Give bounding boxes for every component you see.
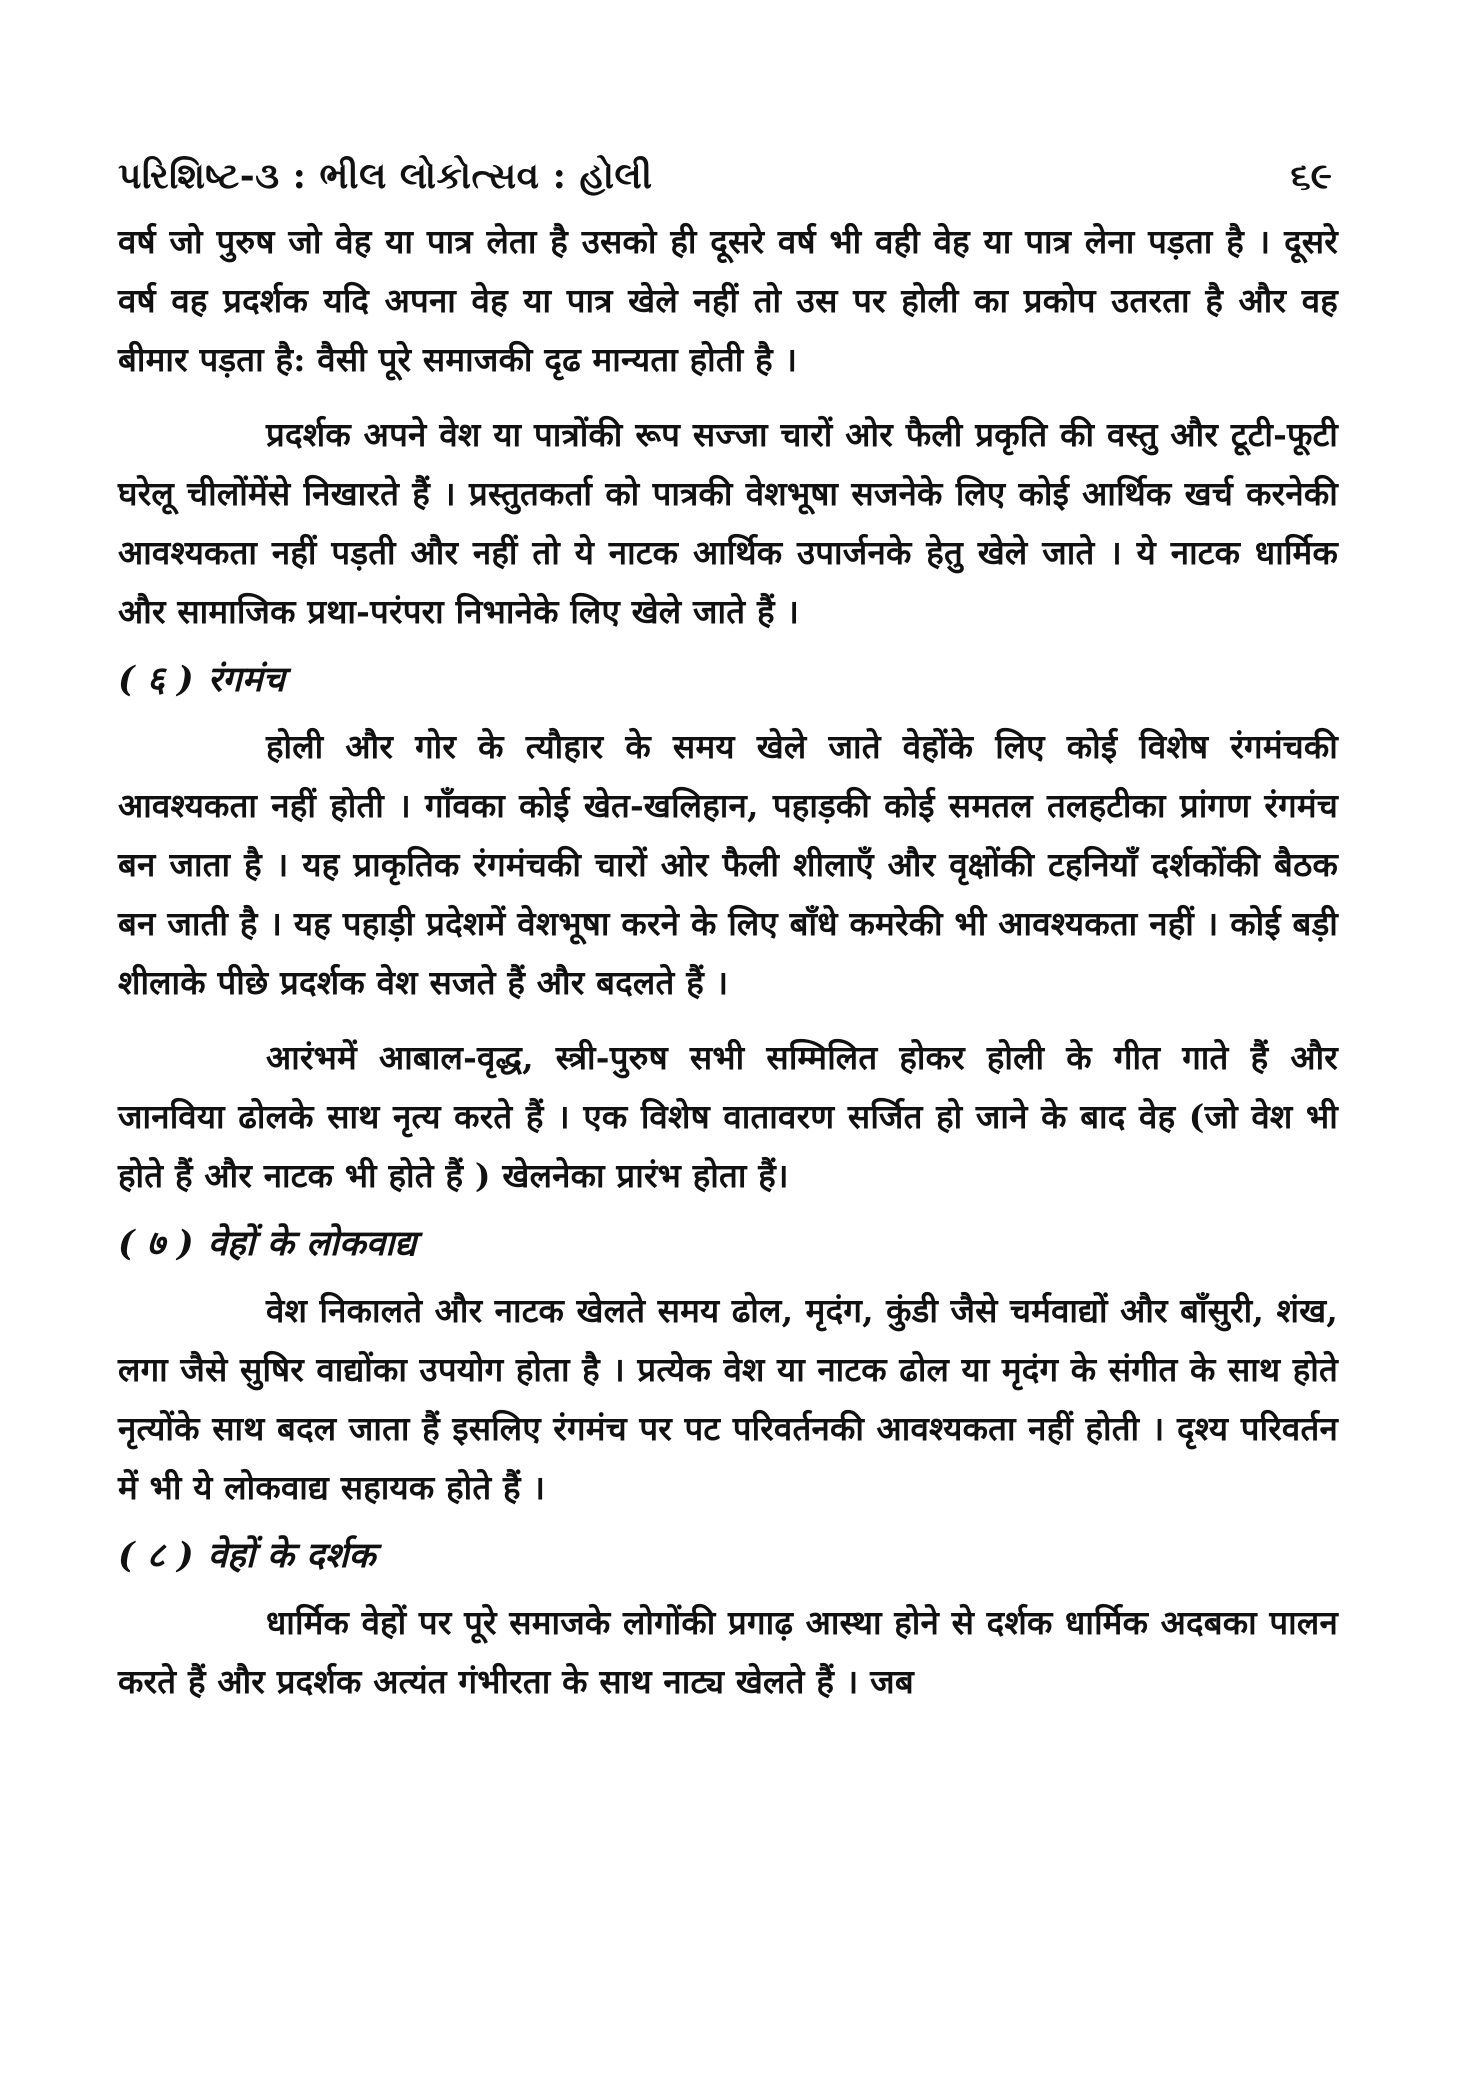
paragraph-beginning: आरंभमें आबाल-वृद्ध, स्त्री-पुरुष सभी सम्मिलित होकर होली के गीत गाते हैं और जानविया ढोलके साथ नृत्य करते हैं । एक विशेष वातावरण सर्जित हो जाने के बाद वेह (जो वेश भी होते हैं और नाटक भी होते हैं ) खेलनेका प्रारंभ होता हैं। [118, 1038, 1338, 1195]
page-number: ૬૯ [1290, 155, 1332, 197]
paragraph-instruments: वेश निकालते और नाटक खेलते समय ढोल, मृदंग, कुंडी जैसे चर्मवाद्यों और बाँसुरी, शंख, लगा जैसे सुषिर वाद्योंका उपयोग होता है । प्रत्येक वेश या नाटक ढोल या मृदंग के संगीत के साथ होते नृत्योंके साथ बदल जाता हैं इसलिए रंगमंच पर पट परिवर्तनकी आवश्यकता नहीं होती । दृश्य परिवर्तन में भी ये लोकवाद्य सहायक होते हैं । [118, 1291, 1338, 1507]
paragraph-costume: प्रदर्शक अपने वेश या पात्रोंकी रूप सज्जा चारों ओर फैली प्रकृति की वस्तु और टूटी-फूटी घरेलू चीलोंमेंसे निखारते हैं । प्रस्तुतकर्ता को पात्रकी वेशभूषा सजनेके लिए कोई आर्थिक खर्च करनेकी आवश्यकता नहीं पड़ती और नहीं तो ये नाटक आर्थिक उपार्जनके हेतु खेले जाते । ये नाटक धार्मिक और सामाजिक प्रथा-परंपरा निभानेके लिए खेले जाते हैं । [118, 415, 1338, 631]
paragraph-audience: धार्मिक वेहों पर पूरे समाजके लोगोंकी प्रगाढ़ आस्था होने से दर्शक धार्मिक अदबका पालन करते हैं और प्रदर्शक अत्यंत गंभीरता के साथ नाट्य खेलते हैं । जब [118, 1603, 1338, 1701]
section-number: ( ७ ) [118, 1223, 194, 1264]
section-title: वेहों के लोकवाद्य [207, 1223, 417, 1264]
section-title: वेहों के दर्शक [207, 1535, 376, 1576]
section-heading-stage [118, 649, 1338, 711]
section-number: ( ८ ) [118, 1535, 194, 1576]
paragraph-stage: होली और गोर के त्यौहार के समय खेले जाते वेहोंके लिए कोई विशेष रंगमंचकी आवश्यकता नहीं होती । गाँवका कोई खेत-खलिहान, पहाड़की कोई समतल तलहटीका प्रांगण रंगमंच बन जाता है । यह प्राकृतिक रंगमंचकी चारों ओर फैली शीलाएँ और वृक्षोंकी टहनियाँ दर्शकोंकी बैठक बन जाती है । यह पहाड़ी प्रदेशमें वेशभूषा करने के लिए बाँधे कमरेकी भी आवश्यकता नहीं । कोई बड़ी शीलाके पीछे प्रदर्शक वेश सजते हैं और बदलते हैं । [118, 727, 1338, 1002]
section-heading-folk-instruments [118, 1213, 1338, 1275]
running-header [118, 150, 1338, 212]
paragraph-continued: वर्ष जो पुरुष जो वेह या पात्र लेता है उसको ही दूसरे वर्ष भी वही वेह या पात्र लेना पड़ता है । दूसरे वर्ष वह प्रदर्शक यदि अपना वेह या पात्र खेले नहीं तो उस पर होली का प्रकोप उतरता है और वह बीमार पड़ता है: वैसी पूरे समाजकी दृढ मान्यता होती है । [118, 222, 1338, 379]
header-title: પરિશિષ્ટ-૩ : ભીલ લોકોત્સવ : હોલી [118, 155, 653, 197]
book-page [118, 150, 1338, 1711]
section-title: रंगमंच [207, 659, 285, 700]
section-heading-audience [118, 1525, 1338, 1587]
section-number: ( ६ ) [118, 659, 194, 700]
